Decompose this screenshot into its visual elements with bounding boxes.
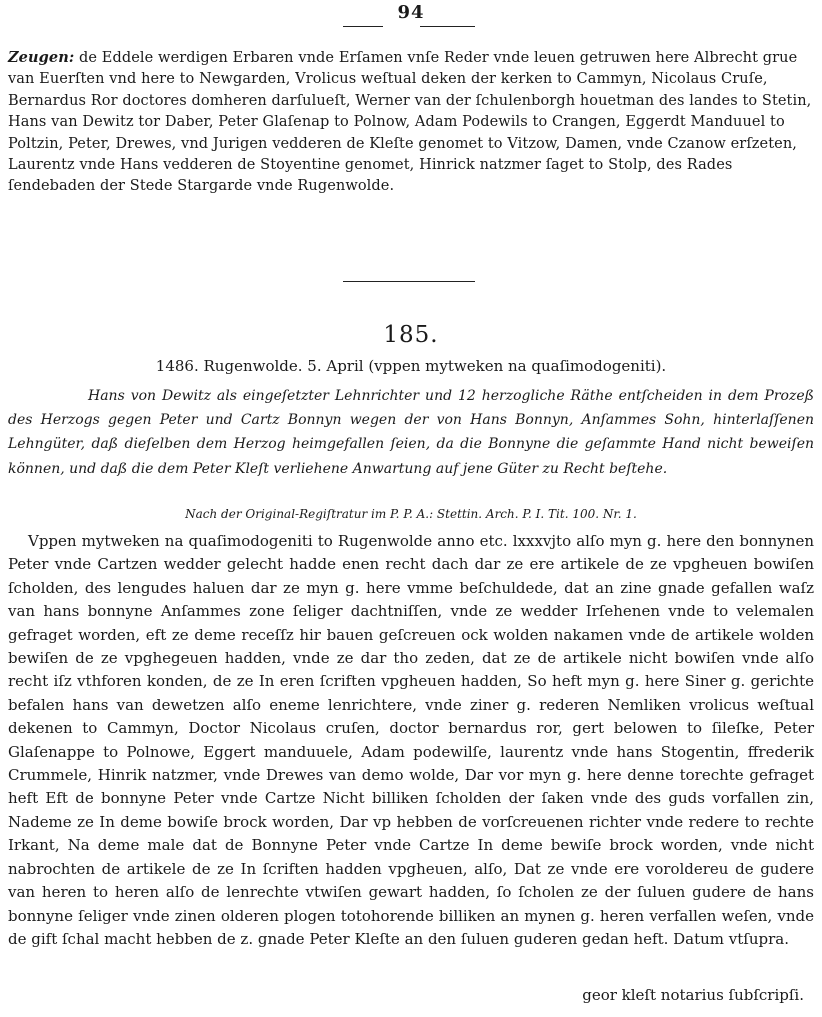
document-body	[8, 530, 814, 951]
summary-text: Hans von Dewitz als eingeſetzter Lehnrichter und 12 herzogliche Räthe entſcheiden in dem Prozeß des Herzogs gegen Peter und Cartz Bonnyn wegen der von Hans Bonnyn, Anſammes Sohn, hinterlaſſenen Lehngüter, daß dieſelben dem Herzog heimgefallen ſeien, da die Bonnyne die geſammte Hand nicht beweiſen können, und daß die dem Peter Kleſt verliehene Anwartung auf jene Güter zu Recht beſtehe.	[8, 388, 814, 477]
witness-text: de Eddele werdigen Erbaren vnde Erſamen vnſe Reder vnde leuen getruwen here Albrecht grue van Euerſten vnd here to Newgarden, Vrolicus weſtual deken der kerken to Cammyn, Nicolaus Cruſe, Bernardus Ror doctores domheren darſulueſt, Werner van der ſchulenborgh houetman des landes to Stetin, Hans van Dewitz tor Daber, Peter Glaſenap to Polnow, Adam Podewils to Crangen, Eggerdt Manduuel to Poltzin, Peter, Drewes, vnd Jurigen vedderen de Kleſte genomet to Vitzow, Damen, vnde Czanow erſzeten, Laurentz vnde Hans vedderen de Stoyentine genomet, Hinrick natzmer ſaget to Stolp, des Rades ſendebaden der Stede Stargarde vnde Rugenwolde.	[8, 50, 812, 195]
witness-list	[8, 47, 814, 198]
source-note: Nach der Original-Regiſtratur im P. P. A.: Stettin. Arch. P. I. Tit. 100. Nr. 1.	[185, 507, 637, 521]
section-divider	[343, 281, 475, 282]
witness-label: Zeugen:	[8, 49, 75, 66]
document-number: 185.	[383, 322, 439, 348]
body-text: Vppen mytweken na quaſimodogeniti to Rugenwolde anno etc. lxxxvjto alſo myn g. here den bonnynen Peter vnde Cartzen wedder gelecht hadde enen recht dach dar ze ere artikele de ze vpgheuen bowiſen ſcholden, des lengudes haluen dar ze myn g. here vmme beſchuldede, dat an zine gnade gefallen waſz van hans bonnyne Anſammes zone ſeliger dachtniſſen, vnde ze wedder Irſehenen vnde to velemalen gefraget worden, eft ze deme receſſz hir bauen geſcreuen ock wolden nakamen vnde de artikele wolden bewiſen de ze vpghegeuen hadden, vnde ze dar tho zeden, dat ze de artikele nicht bowiſen vnde alſo recht iſz vthforen konden, de ze In eren ſcriften vpgheuen hadden, So heft myn g. here Siner g. gerichte befalen hans van dewetzen alſo eneme lenrichtere, vnde ziner g. rederen Nemliken vrolicus weſtual dekenen to Cammyn, Doctor Nicolaus cruſen, doctor bernardus ror, gert belowen to ſileſke, Peter Glaſenappe to Polnowe, Eggert manduuele, Adam podewilſe, laurentz vnde hans Stogentin, ffrederik Crummele, Hinrik natzmer, vnde Drewes van demo wolde, Dar vor myn g. here denne torechte gefraget heft Eft de bonnyne Peter vnde Cartze Nicht billiken ſcholden der ſaken vnde des guds vorfallen zin, Nademe ze In deme bowiſe brock worden, Dar vp hebben de vorſcreuenen richter vnde redere to rechte Irkant, Na deme male dat de Bonnyne Peter vnde Cartze In deme bewiſe brock worden, vnde nicht nabrochten de artikele de ze In ſcriften hadden vpgheuen, alſo, Dat ze vnde ere voroldereu de gudere van heren to heren alſo de lenrechte vtwiſen gewart hadden, ſo ſcholen ze der ſuluen gudere de hans bonnyne ſeliger vnde zinen olderen plogen totohorende billiken an mynen g. heren verfallen weſen, vnde de gift ſchal macht hebben de z. gnade Peter Kleſte an den ſuluen guderen gedan heft. Datum vtſupra.	[8, 532, 814, 948]
document-dateline: 1486. Rugenwolde. 5. April (vppen mytweken na quaſimodogeniti).	[155, 357, 667, 375]
page-number-rule-left	[343, 26, 383, 27]
page-number-rule-right	[420, 26, 475, 27]
notary-signature: geor kleſt notarius ſubſcripſi.	[582, 986, 804, 1004]
page-number: 94	[397, 2, 425, 23]
document-summary	[8, 384, 814, 481]
